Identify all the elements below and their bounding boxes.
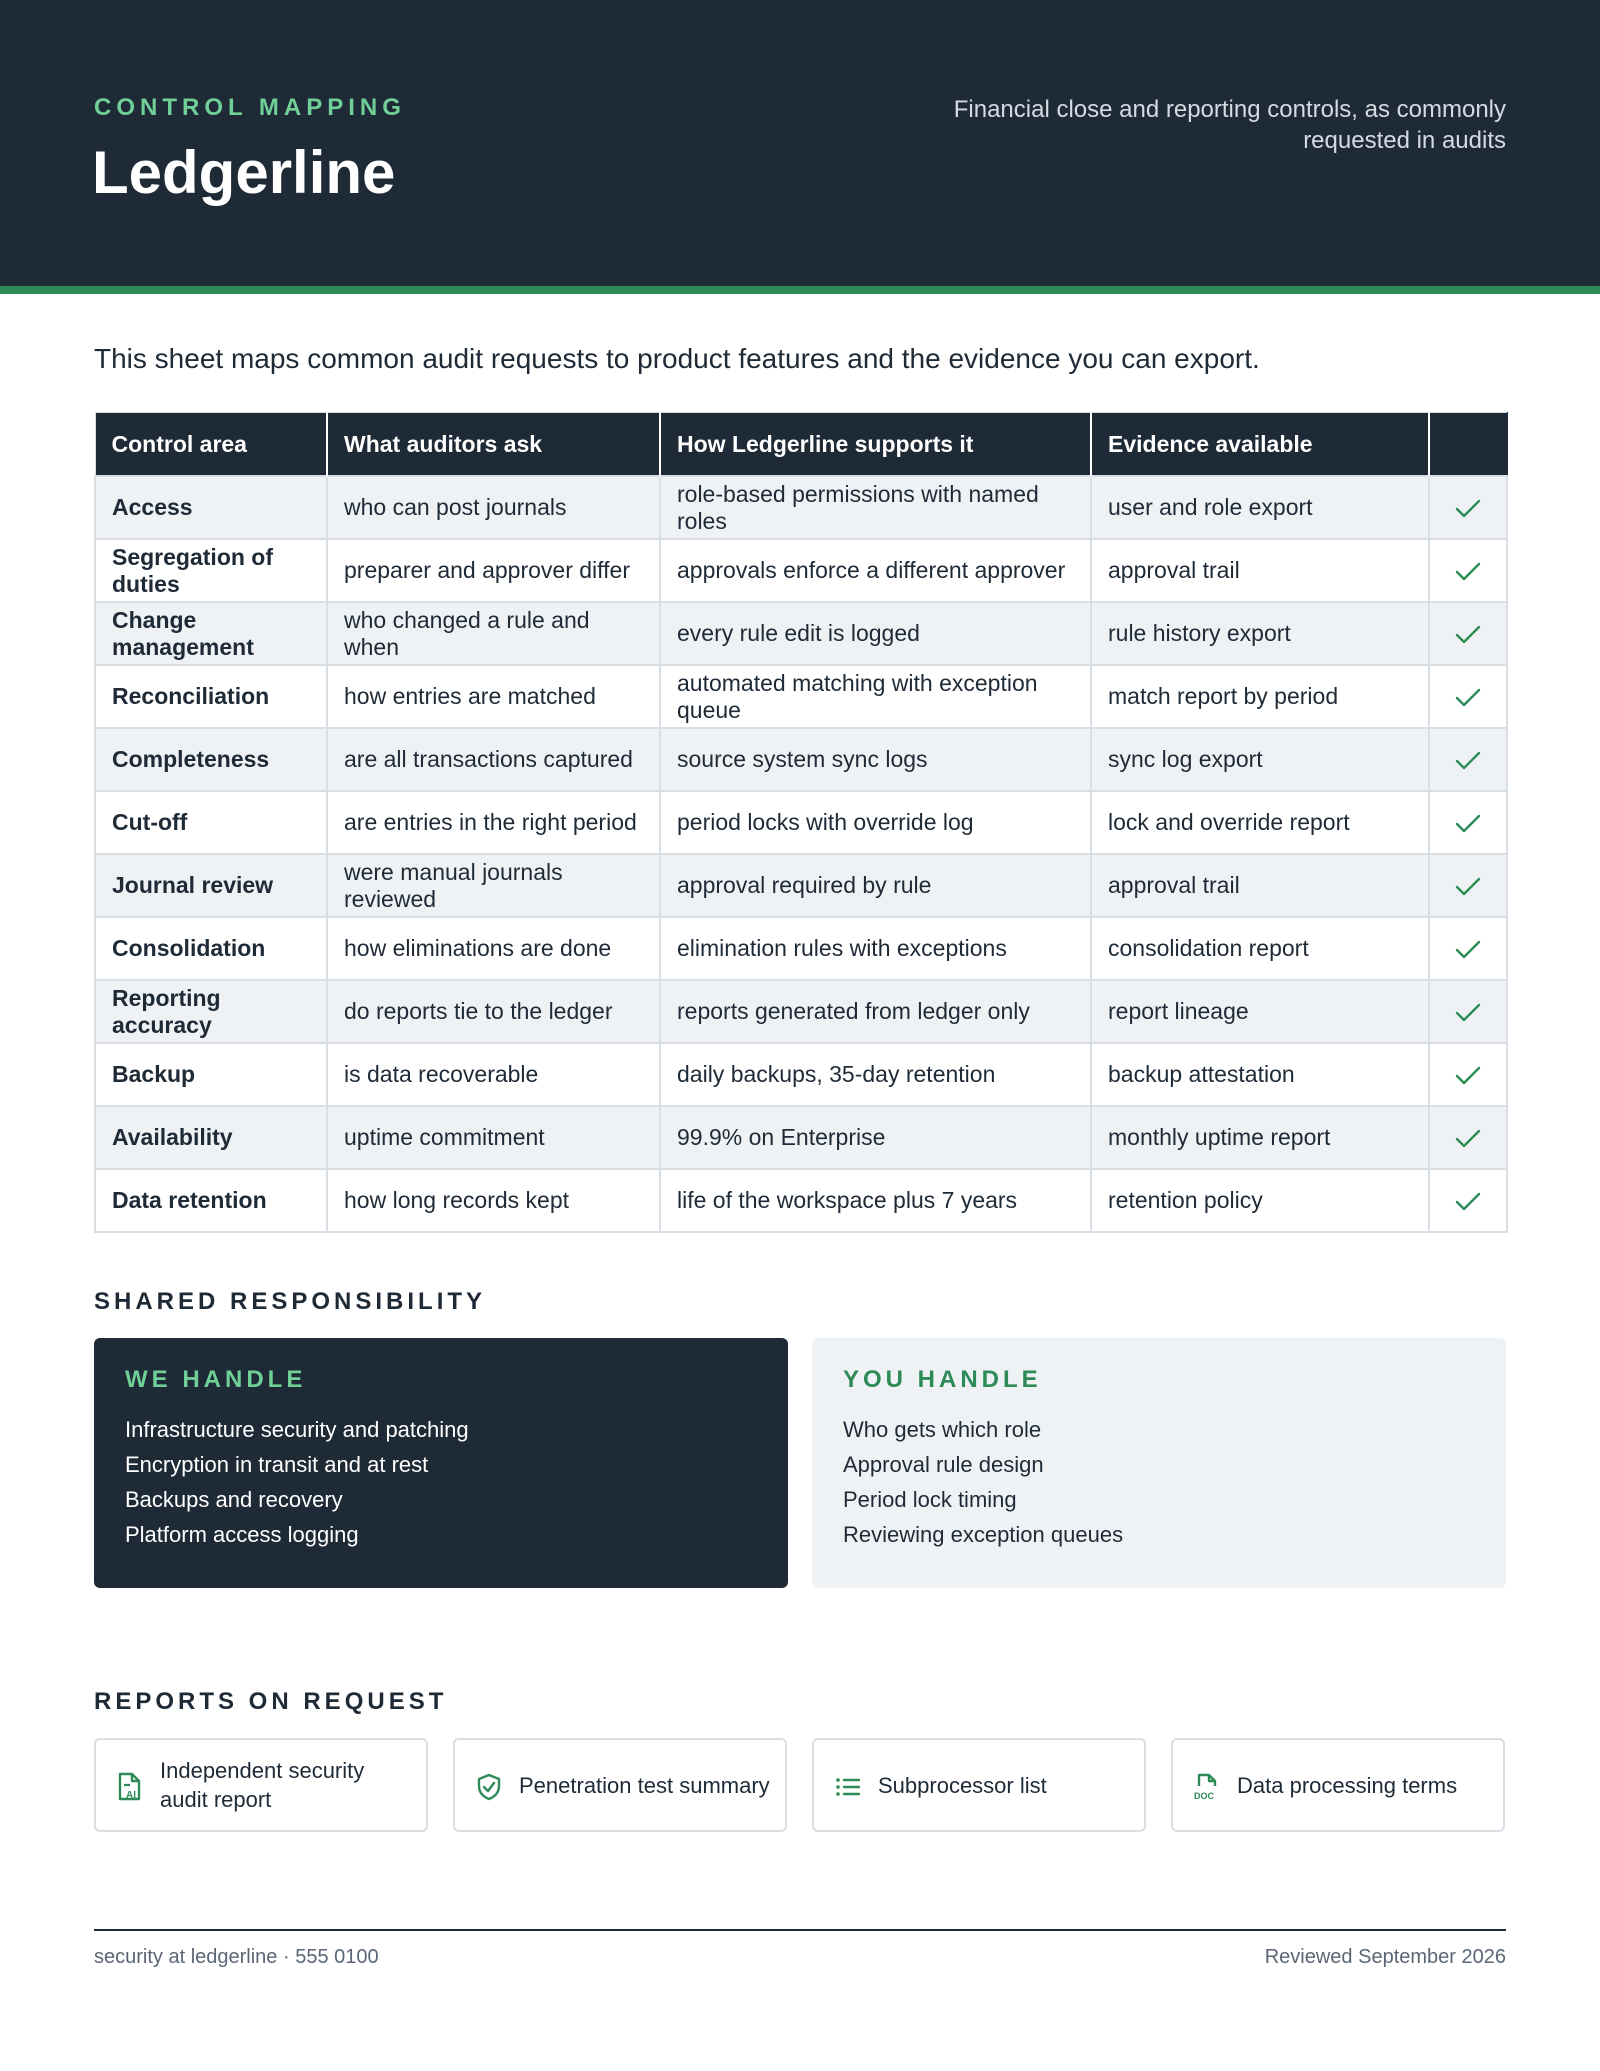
- check-icon: [1455, 809, 1481, 835]
- list-icon: [834, 1772, 862, 1802]
- footer-reviewed-date: Reviewed September 2026: [1264, 1946, 1506, 1968]
- cell-control-area: Backup: [95, 1043, 327, 1106]
- cell-evidence: user and role export: [1091, 476, 1429, 539]
- footer-contact: security at ledgerline · 555 0100: [94, 1946, 379, 1968]
- table-row: [95, 665, 1507, 728]
- cell-support: approvals enforce a different approver: [660, 539, 1091, 602]
- check-icon: [1455, 1061, 1481, 1087]
- check-icon: [1455, 557, 1481, 583]
- table-row: [95, 791, 1507, 854]
- table-row: [95, 1043, 1507, 1106]
- table-body: [95, 476, 1507, 1232]
- control-mapping-table: [94, 412, 1508, 1233]
- you-handle-item: Approval rule design: [843, 1452, 1044, 1477]
- you-handle-panel: [812, 1338, 1506, 1588]
- check-icon: [1455, 872, 1481, 898]
- cell-control-area: Data retention: [95, 1169, 327, 1232]
- check-icon: [1455, 998, 1481, 1024]
- cell-evidence: approval trail: [1091, 539, 1429, 602]
- cell-control-area: Reporting accuracy: [95, 980, 327, 1043]
- table-row: [95, 854, 1507, 917]
- doc-file-icon: [1193, 1772, 1221, 1802]
- cell-control-area: Availability: [95, 1106, 327, 1169]
- cell-control-area: Completeness: [95, 728, 327, 791]
- you-handle-item: Who gets which role: [843, 1417, 1042, 1442]
- cell-support: source system sync logs: [660, 728, 1091, 791]
- cell-support: 99.9% on Enterprise: [660, 1106, 1091, 1169]
- cell-control-area: Cut-off: [95, 791, 327, 854]
- cell-support: automated matching with exception queue: [660, 665, 1091, 728]
- check-icon: [1455, 935, 1481, 961]
- cell-evidence: rule history export: [1091, 602, 1429, 665]
- table-row: [95, 728, 1507, 791]
- cell-support: period locks with override log: [660, 791, 1091, 854]
- header-eyebrow: CONTROL MAPPING: [94, 94, 406, 121]
- cell-support: every rule edit is logged: [660, 602, 1091, 665]
- table-row: [95, 539, 1507, 602]
- column-header-status: [1429, 413, 1507, 477]
- we-handle-item: Encryption in transit and at rest: [125, 1452, 429, 1477]
- cell-status: [1429, 1106, 1507, 1169]
- we-handle-item: Infrastructure security and patching: [125, 1417, 469, 1442]
- control-table-wrap: [94, 412, 1506, 1233]
- column-header-control-area: Control area: [95, 413, 327, 477]
- column-header-support: How Ledgerline supports it: [660, 413, 1091, 477]
- cell-status: [1429, 476, 1507, 539]
- cell-status: [1429, 791, 1507, 854]
- intro-text: This sheet maps common audit requests to product features and the evidence you can export.: [94, 343, 1260, 374]
- header-tagline: Financial close and reporting controls, as commonly requested in audits: [953, 96, 1506, 154]
- we-handle-panel: [94, 1338, 788, 1588]
- cell-evidence: consolidation report: [1091, 917, 1429, 980]
- we-handle-title: WE HANDLE: [125, 1366, 307, 1393]
- table-row: [95, 1106, 1507, 1169]
- cell-auditors-ask: do reports tie to the ledger: [327, 980, 660, 1043]
- page-header: [0, 0, 1600, 294]
- cell-evidence: sync log export: [1091, 728, 1429, 791]
- check-icon: [1455, 746, 1481, 772]
- cell-status: [1429, 980, 1507, 1043]
- svg-text:DOC: DOC: [1194, 1791, 1214, 1801]
- report-card-subprocessors[interactable]: [812, 1738, 1146, 1832]
- cell-auditors-ask: how entries are matched: [327, 665, 660, 728]
- cell-auditors-ask: is data recoverable: [327, 1043, 660, 1106]
- table-row: [95, 917, 1507, 980]
- table-row: [95, 1169, 1507, 1232]
- you-handle-item: Period lock timing: [843, 1487, 1017, 1512]
- audit-report-icon: [116, 1772, 144, 1802]
- shield-check-icon: [475, 1772, 503, 1802]
- cell-evidence: report lineage: [1091, 980, 1429, 1043]
- report-card-label: Independent security audit report: [160, 1758, 365, 1812]
- cell-status: [1429, 602, 1507, 665]
- cell-evidence: backup attestation: [1091, 1043, 1429, 1106]
- cell-evidence: approval trail: [1091, 854, 1429, 917]
- brand-title: Ledgerline: [92, 139, 396, 206]
- report-card-data-processing[interactable]: [1171, 1738, 1505, 1832]
- cell-status: [1429, 1043, 1507, 1106]
- table-header-row: [95, 413, 1507, 477]
- cell-auditors-ask: are all transactions captured: [327, 728, 660, 791]
- report-card-security-audit[interactable]: [94, 1738, 428, 1832]
- check-icon: [1455, 620, 1481, 646]
- cell-status: [1429, 917, 1507, 980]
- cell-support: elimination rules with exceptions: [660, 917, 1091, 980]
- table-row: [95, 980, 1507, 1043]
- svg-text:AI: AI: [126, 1790, 136, 1801]
- reports-heading: REPORTS ON REQUEST: [94, 1688, 448, 1715]
- you-handle-item: Reviewing exception queues: [843, 1522, 1124, 1547]
- cell-control-area: Access: [95, 476, 327, 539]
- cell-status: [1429, 665, 1507, 728]
- column-header-evidence: Evidence available: [1091, 413, 1429, 477]
- cell-evidence: retention policy: [1091, 1169, 1429, 1232]
- report-card-label: Penetration test summary: [519, 1772, 770, 1798]
- cell-evidence: monthly uptime report: [1091, 1106, 1429, 1169]
- report-card-label: Data processing terms: [1237, 1772, 1458, 1798]
- cell-control-area: Change management: [95, 602, 327, 665]
- cell-support: daily backups, 35-day retention: [660, 1043, 1091, 1106]
- check-icon: [1455, 494, 1481, 520]
- table-row: [95, 602, 1507, 665]
- check-icon: [1455, 1187, 1481, 1213]
- cell-auditors-ask: who changed a rule and when: [327, 602, 660, 665]
- cell-control-area: Segregation of duties: [95, 539, 327, 602]
- shared-responsibility-heading: SHARED RESPONSIBILITY: [94, 1288, 487, 1315]
- cell-support: approval required by rule: [660, 854, 1091, 917]
- cell-control-area: Reconciliation: [95, 665, 327, 728]
- cell-support: role-based permissions with named roles: [660, 476, 1091, 539]
- check-icon: [1455, 1124, 1481, 1150]
- cell-status: [1429, 1169, 1507, 1232]
- cell-status: [1429, 728, 1507, 791]
- report-card-pentest[interactable]: [453, 1738, 787, 1832]
- we-handle-item: Backups and recovery: [125, 1487, 343, 1512]
- cell-evidence: match report by period: [1091, 665, 1429, 728]
- report-card-label: Subprocessor list: [878, 1772, 1047, 1798]
- cell-auditors-ask: were manual journals reviewed: [327, 854, 660, 917]
- cell-auditors-ask: how eliminations are done: [327, 917, 660, 980]
- cell-support: life of the workspace plus 7 years: [660, 1169, 1091, 1232]
- we-handle-item: Platform access logging: [125, 1522, 359, 1547]
- cell-auditors-ask: preparer and approver differ: [327, 539, 660, 602]
- cell-auditors-ask: uptime commitment: [327, 1106, 660, 1169]
- table-row: [95, 476, 1507, 539]
- footer-divider: [94, 1929, 1506, 1931]
- cell-auditors-ask: are entries in the right period: [327, 791, 660, 854]
- cell-auditors-ask: how long records kept: [327, 1169, 660, 1232]
- you-handle-title: YOU HANDLE: [843, 1366, 1042, 1393]
- cell-control-area: Consolidation: [95, 917, 327, 980]
- cell-support: reports generated from ledger only: [660, 980, 1091, 1043]
- cell-auditors-ask: who can post journals: [327, 476, 660, 539]
- cell-status: [1429, 854, 1507, 917]
- cell-status: [1429, 539, 1507, 602]
- check-icon: [1455, 683, 1481, 709]
- column-header-auditors-ask: What auditors ask: [327, 413, 660, 477]
- cell-control-area: Journal review: [95, 854, 327, 917]
- cell-evidence: lock and override report: [1091, 791, 1429, 854]
